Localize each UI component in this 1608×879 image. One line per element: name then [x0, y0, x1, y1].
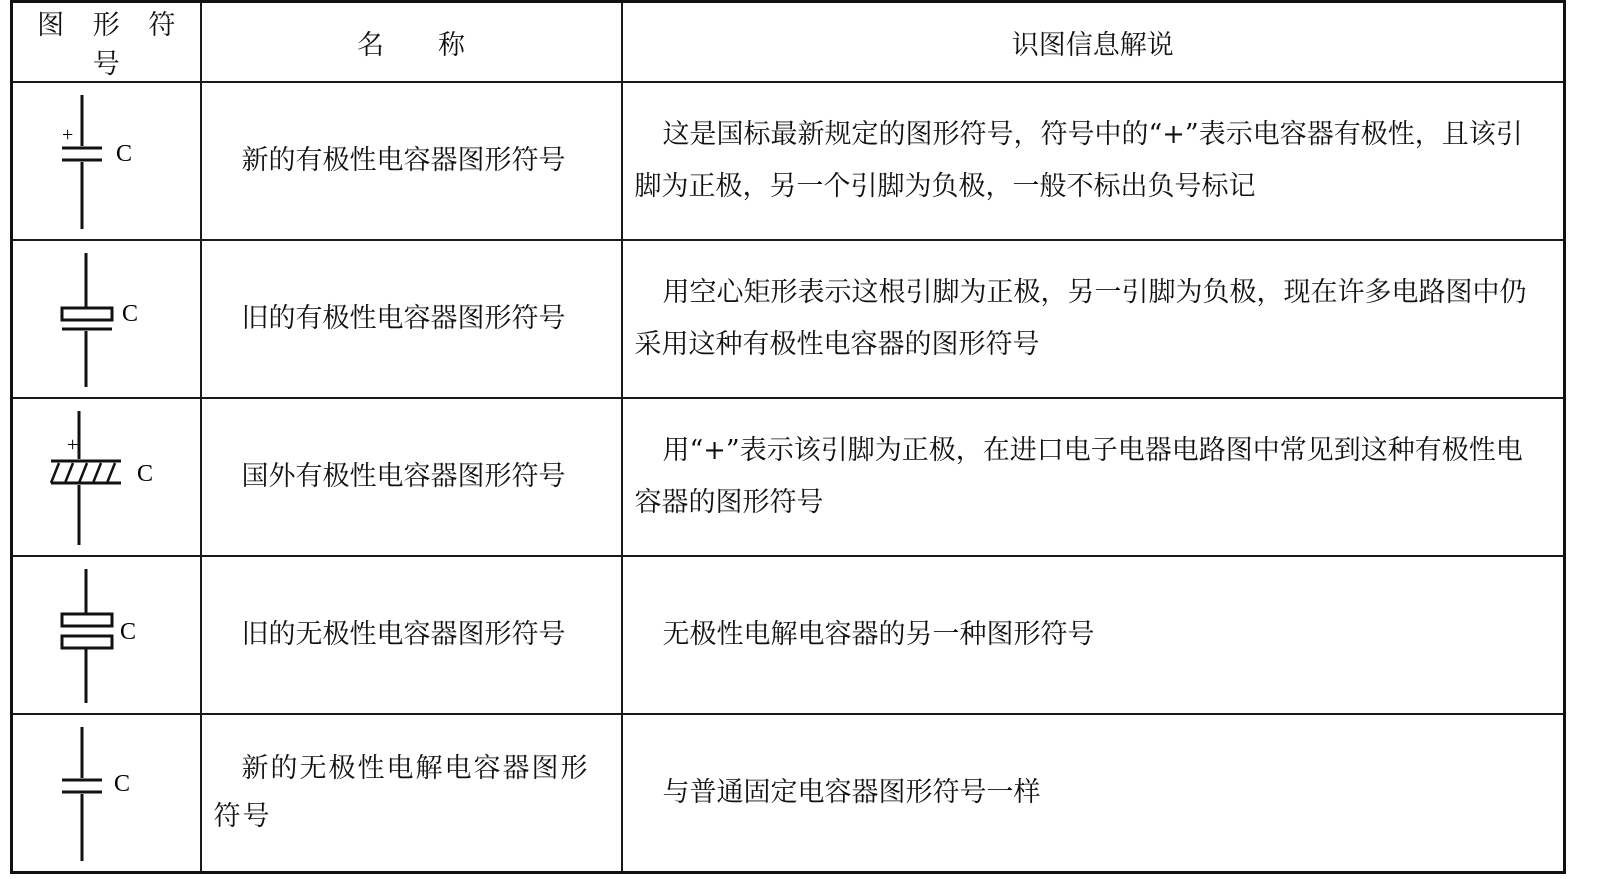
- name-cell: 国外有极性电容器图形符号: [201, 398, 622, 556]
- name-cell: 新的有极性电容器图形符号: [201, 82, 622, 240]
- plus-sign: +: [67, 434, 79, 456]
- description-text: 这是国标最新规定的图形符号，符号中的“+”表示电容器有极性，且该引脚为正极，另一个引脚为负极，一般不标出负号标记: [634, 119, 1523, 202]
- symbol-cell: [12, 714, 201, 872]
- symbol-letter: C: [120, 619, 137, 645]
- description-cell: [622, 240, 1565, 398]
- symbol-letter: C: [116, 141, 133, 167]
- polarized-capacitor-old-icon: [46, 249, 166, 389]
- name-cell: 新的无极性电解电容器图形符号: [201, 714, 622, 872]
- table-row: [12, 398, 1565, 556]
- symbol-cell: [12, 398, 201, 556]
- header-name: 名 称: [201, 2, 622, 83]
- table-row: [12, 82, 1565, 240]
- symbol-cell: [12, 556, 201, 714]
- nonpolar-capacitor-new-icon: [46, 723, 166, 863]
- header-description: 识图信息解说: [622, 2, 1565, 83]
- symbol-cell: [12, 240, 201, 398]
- description-cell: 无极性电解电容器的另一种图形符号: [622, 556, 1565, 714]
- table-row: [12, 556, 1565, 714]
- plus-sign: +: [62, 124, 74, 146]
- description-cell: [622, 398, 1565, 556]
- description-cell: 与普通固定电容器图形符号一样: [622, 714, 1565, 872]
- table: [10, 0, 1566, 874]
- table-header-row: [12, 2, 1565, 83]
- description-text: 用“+”表示该引脚为正极，在进口电子电器电路图中常见到这种有极性电容器的图形符号: [634, 435, 1523, 518]
- symbol-letter: C: [137, 461, 154, 487]
- symbol-letter: C: [114, 770, 131, 797]
- header-symbol: 图 形 符 号: [12, 2, 201, 83]
- table-row: [12, 240, 1565, 398]
- polarized-capacitor-foreign-icon: [41, 407, 171, 547]
- polarized-capacitor-new-icon: [46, 91, 166, 231]
- name-cell: 旧的无极性电容器图形符号: [201, 556, 622, 714]
- capacitor-symbol-table: [10, 0, 1566, 850]
- description-text: 用空心矩形表示这根引脚为正极，另一引脚为负极，现在许多电路图中仍采用这种有极性电容器的图形符号: [634, 277, 1527, 360]
- name-cell: 旧的有极性电容器图形符号: [201, 240, 622, 398]
- description-cell: [622, 82, 1565, 240]
- table-row: [12, 714, 1565, 872]
- symbol-letter: C: [122, 301, 139, 327]
- nonpolar-capacitor-old-icon: [46, 565, 166, 705]
- symbol-cell: [12, 82, 201, 240]
